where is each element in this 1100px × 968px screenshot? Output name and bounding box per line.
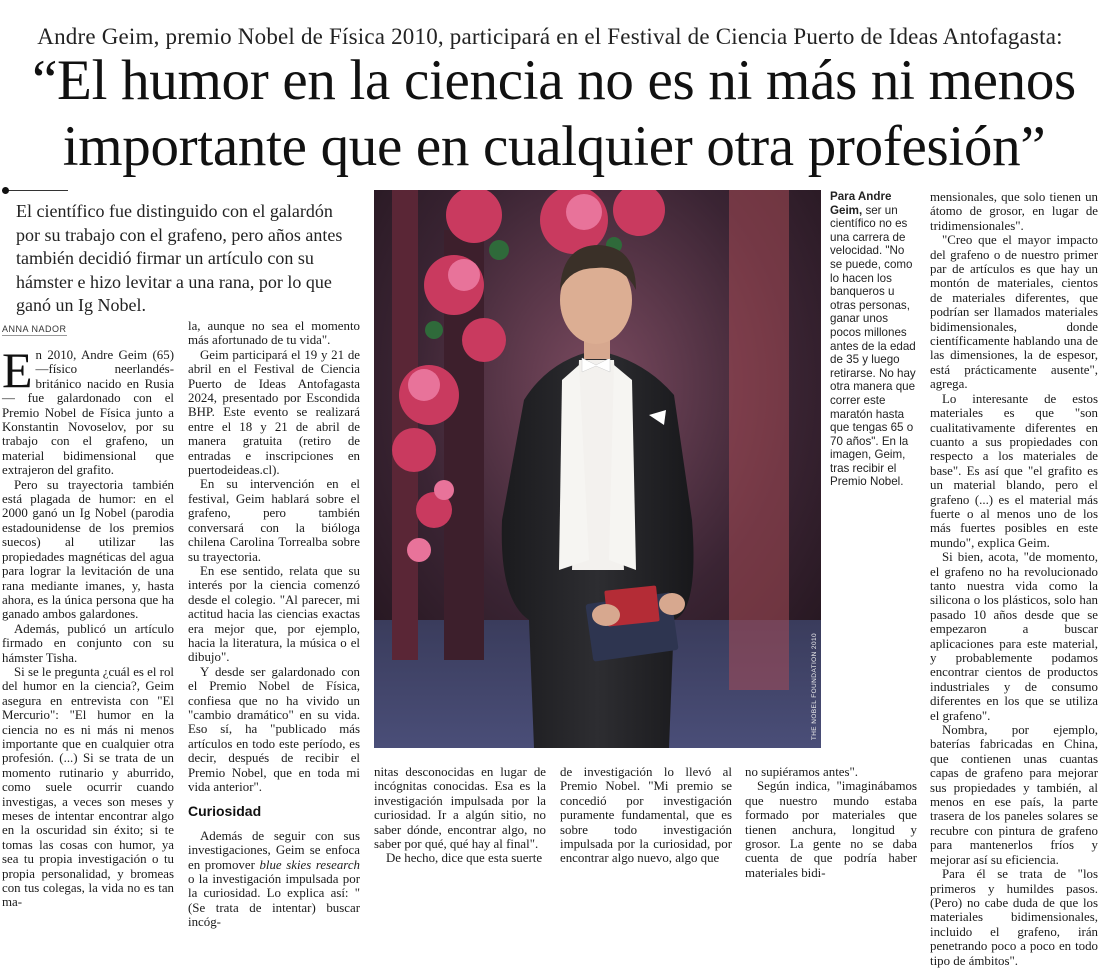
- col2-paragraph-1: la, aunque no sea el momento más afortunado de tu vida".: [188, 319, 360, 348]
- col6-paragraph-1: mensionales, que solo tienen un átomo de grosor, en lugar de tridimensionales".: [930, 190, 1098, 233]
- col1-paragraph-3: Además, publicó un artículo firmado en conjunto con su hámster Tisha.: [2, 621, 174, 665]
- col2-paragraph-6: Además de seguir con sus investigaciones, Geim se enfoca en promover blue skies research o la investigación impulsada por la curiosidad. Lo explica así: "(Se trata de intentar) buscar incóg-: [188, 828, 361, 930]
- photo-illustration: [374, 190, 821, 748]
- lead-bullet-icon: [2, 187, 9, 194]
- caption-lead: Para Andre Geim,: [830, 190, 892, 217]
- lead-rule: [2, 190, 68, 191]
- headline-line-2: importante que en cualquier otra profesión”: [62, 115, 1046, 178]
- col4-paragraph-1: de investigación lo llevó al Premio Nobel. "Mi premio se concedió por investigación puramente fundamental, que es sobre todo investigación impulsada por la curiosidad, por encontrar algo nuevo, algo que: [560, 765, 732, 866]
- col3-paragraph-1: nitas desconocidas en lugar de incógnitas conocidas. Esa es la investigación impulsada por la curiosidad. Ir a algún sitio, no saber dónde, encontrar algo, no saber por qué, qué hay al final".: [374, 765, 546, 852]
- col2-paragraph-3: En su intervención en el festival, Geim hablará sobre el grafeno, pero también conversará con la bióloga chilena Carolina Torrealba sobre su trayectoria.: [188, 477, 360, 564]
- col1-paragraph-4: Si se le pregunta ¿cuál es el rol del humor en la ciencia?, Geim asegura en entrevista con "El Mercurio": "El humor en la ciencia no es ni más ni menos importante que en cualquier otra profesión. (...) Si se trata de un momento rutinario y aburrido, como suele ocurrir cuando investigas, a veces son meses y meses de intentar encontrar algo en la oscuridad sin éxito; si te tomas las cosas con humor, ya sea tu propia investigación o tu propia personalidad, y bromeas con tus colegas, la vida no es tan ma-: [2, 664, 174, 910]
- byline: ANNA NADOR: [2, 324, 67, 334]
- column-5: [745, 765, 917, 880]
- photo-andre-geim: [374, 190, 821, 748]
- column-1: [2, 342, 174, 910]
- subhead-curiosidad: Curiosidad: [188, 803, 262, 820]
- col5-paragraph-1: no supiéramos antes".: [745, 765, 859, 779]
- headline-line-1: “El humor en la ciencia no es ni más ni menos: [32, 49, 1076, 112]
- col3-paragraph-2: De hecho, dice que esta suerte: [386, 851, 543, 866]
- lead-paragraph: El científico fue distinguido con el galardón por su trabajo con el grafeno, pero años antes también decidió firmar un artículo con su hámster e hizo levitar a una rana, por lo que ganó un Ig Nobel.: [16, 201, 343, 315]
- photo-credit: THE NOBEL FOUNDATION 2010: [811, 632, 818, 740]
- drop-cap: E: [2, 342, 33, 398]
- column-2: [188, 319, 360, 930]
- kicker: Andre Geim, premio Nobel de Física 2010, participará en el Festival de Ciencia Puerto de Ideas Antofagasta:: [37, 24, 1063, 49]
- headline: [14, 48, 1094, 180]
- col6-paragraph-6: Para él se trata de "los primeros y humildes pasos. (Pero) no cabe duda de que los materiales bidimensionales, incluido el grafeno, irán penetrando poco a poco en todo tipo de ámbitos".: [930, 867, 1098, 968]
- col1-paragraph-1: En 2010, Andre Geim (65) —físico neerlandés-británico nacido en Rusia— fue galardonado con el Premio Nobel de Física junto a Konstantin Novoselov, por su trabajo con el grafeno, un material bidimensional que extrajeron del grafito.: [2, 342, 174, 478]
- column-4: [560, 765, 732, 866]
- col6-paragraph-3: Lo interesante de estos materiales es que "son cualitativamente diferentes en cuanto a sus propiedades con respecto a los materiales de base". Es así que "el grafito es un material blando, pero el grafeno (...) es el material más fuerte o al menos uno de los más fuertes posibles en este mundo", explica Geim.: [930, 391, 1098, 550]
- col2-paragraph-4: En ese sentido, relata que su interés por la ciencia comenzó desde el colegio. "Al parecer, mi actitud hacia las ciencias exactas era mejor que, por ejemplo, hacia la literatura, la música o el dibujo".: [188, 563, 360, 665]
- col5-paragraph-2: Según indica, "imaginábamos que nuestro mundo estaba formado por materiales que tienen anchura, longitud y grosor. La gente no se daba cuenta de que podría haber materiales bidi-: [745, 779, 917, 880]
- col6-paragraph-4: Si bien, acota, "de momento, el grafeno no ha revolucionado tanto nuestra vida como la silicona o los plásticos, solo han pasado 10 años desde que se empezaron a buscar aplicaciones para este material, y probablemente podamos encontrar cientos de productos industriales y de consumo diferentes en los que se utiliza el grafeno".: [930, 550, 1098, 723]
- column-3: [374, 765, 546, 866]
- column-6: [930, 190, 1098, 968]
- col2-paragraph-2: Geim participará el 19 y 21 de abril en el Festival de Ciencia Puerto de Ideas Antofagasta 2024, presentado por Escondida BHP. Este evento se realizará entre el 18 y 21 de abril de manera gratuita (retiro de entradas e inscripciones en puertodeideas.cl).: [188, 347, 360, 478]
- col6-paragraph-5: Nombra, por ejemplo, baterías fabricadas en China, que contienen unas cuantas capas de grafeno para mejorar sus propiedades y también, al menos en ese país, la parte trasera de los paneles solares se recubre con pintura de grafeno para mantenerlos fríos y mejorar así su eficiencia.: [930, 723, 1098, 867]
- photo-caption: [830, 190, 918, 489]
- col6-paragraph-2: "Creo que el mayor impacto del grafeno o de nuestro primer par de artículos es que hay un montón de materiales, cientos de materiales diferentes, que podrían ser llamados materiales bidimensionales, donde científicamente hablando una de las dimensiones, la de espesor, está prácticamente ausente", agrega.: [930, 233, 1098, 392]
- col2-paragraph-5: Y desde ser galardonado con el Premio Nobel de Física, confiesa que no ha vivido un "cambio dramático" en su vida. Eso sí, ha "publicado más artículos en todo este período, es decir, después de recibir el Premio Nobel, que en toda mi vida anterior".: [188, 664, 360, 794]
- caption-text: ser un científico no es una carrera de velocidad. "No se puede, como lo hacen los banqueros u otras personas, ganar unos pocos millones antes de la edad de 35 y luego retirarse. No hay otra manera que correr este maratón hasta que tengas 65 o 70 años". En la imagen, Geim, tras recibir el Premio Nobel.: [830, 203, 916, 489]
- col1-paragraph-2: Pero su trayectoria también está plagada de humor: en el 2000 ganó un Ig Nobel (parodia estadounidense de los premios suecos) al utilizar las propiedades magnéticas del agua para lograr la levitación de una rana mediante imanes, y, hasta ahora, es la única persona que ha ganado ambos galardones.: [2, 477, 174, 622]
